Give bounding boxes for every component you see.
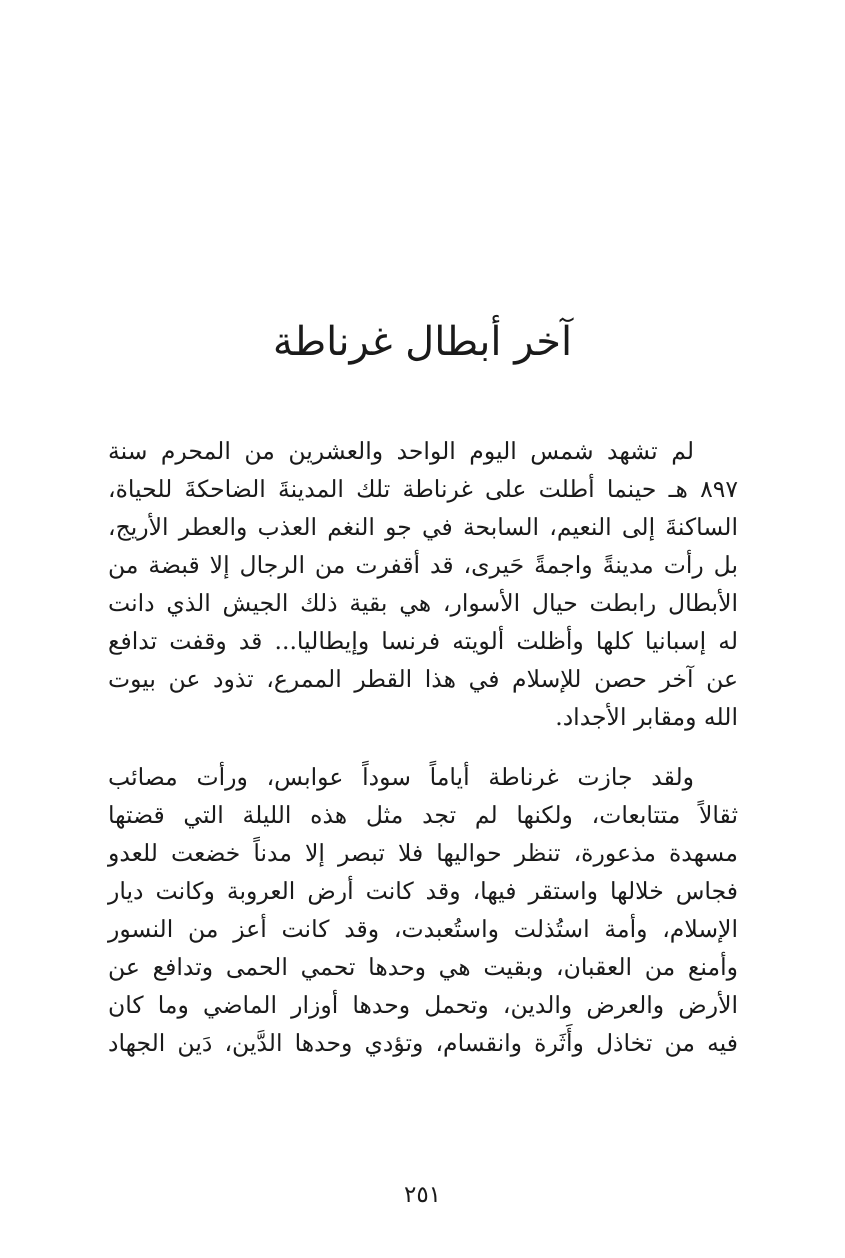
text-line: لم تشهد شمس اليوم الواحد والعشرين من المحرم سنة: [108, 437, 694, 465]
chapter-title: آخر أبطال غرناطة: [272, 319, 573, 365]
text-line: الأرض والعرض والدين، وتحمل وحدها أوزار الماضي وما كان: [108, 991, 738, 1019]
text-line: ولقد جازت غرناطة أياماً سوداً عوابس، ورأت مصائب: [108, 763, 694, 791]
paragraph-2: [108, 758, 738, 1062]
paragraph-1: [108, 432, 738, 736]
text-line: الساكنةَ إلى النعيم، السابحة في جو النغم العذب والعطر الأريج،: [108, 513, 738, 541]
text-line: الله ومقابر الأجداد.: [555, 703, 738, 731]
text-line: ٨٩٧ هـ حينما أطلت على غرناطة تلك المدينةَ الضاحكةَ للحياة،: [108, 475, 738, 503]
text-line: فيه من تخاذل وأَثَرة وانقسام، وتؤدي وحدها الدَّين، دَين الجهاد: [108, 1029, 738, 1057]
text-line: فجاس خلالها واستقر فيها، وقد كانت أرض العروبة وكانت ديار: [108, 877, 738, 905]
text-line: عن آخر حصن للإسلام في هذا القطر الممرع، تذود عن بيوت: [108, 665, 738, 693]
text-line: الإسلام، وأمة استُذلت واستُعبدت، وقد كانت أعز من النسور: [108, 915, 738, 943]
text-line: وأمنع من العقبان، وبقيت هي وحدها تحمي الحمى وتدافع عن: [108, 953, 738, 981]
body-text: [108, 432, 738, 1062]
page-number: ٢٥١: [403, 1182, 442, 1208]
text-line: الأبطال رابطت حيال الأسوار، هي بقية ذلك الجيش الذي دانت: [108, 589, 738, 617]
text-line: مسهدة مذعورة، تنظر حواليها فلا تبصر إلا مدناً خضعت للعدو: [108, 839, 738, 867]
text-line: له إسبانيا كلها وأظلت ألويته فرنسا وإيطاليا... قد وقفت تدافع: [108, 627, 738, 655]
text-line: بل رأت مدينةً واجمةً حَيرى، قد أقفرت من الرجال إلا قبضة من: [108, 551, 738, 579]
text-line: ثقالاً متتابعات، ولكنها لم تجد مثل هذه الليلة التي قضتها: [108, 801, 738, 829]
